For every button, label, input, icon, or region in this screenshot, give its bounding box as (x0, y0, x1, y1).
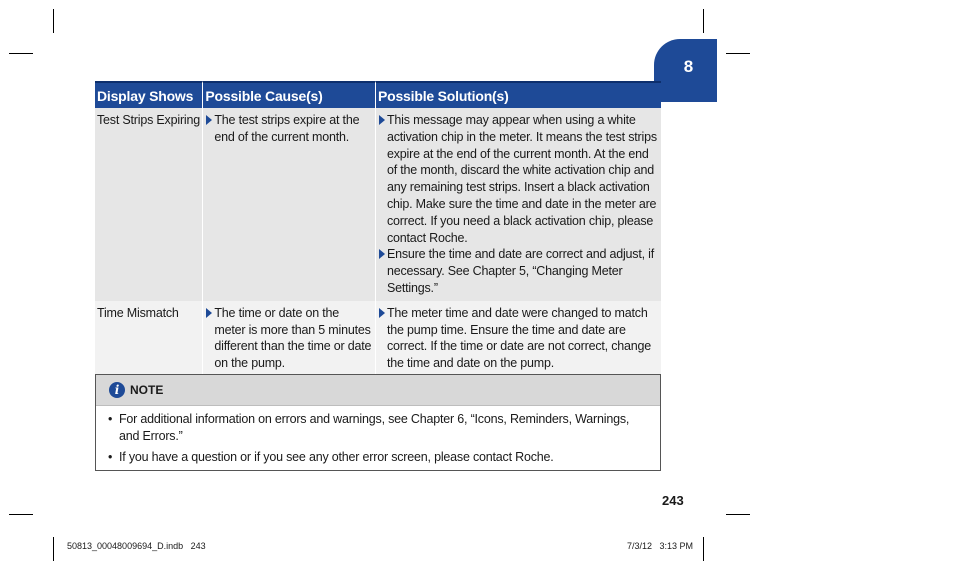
footer-file-info: 50813_00048009694_D.indb 243 (67, 541, 206, 551)
table-row (95, 301, 661, 376)
solution-item: The meter time and date were changed to match the pump time. Ensure the time and date are correct. If the time or date are not correct, change the time and date on the pump. (378, 305, 659, 372)
solution-item: Ensure the time and date are correct and adjust, if necessary. See Chapter 5, “Changing Meter Settings.” (378, 246, 659, 296)
crop-mark (9, 53, 33, 54)
solution-cell (376, 108, 661, 301)
note-item: • If you have a question or if you see any other error screen, please contact Roche. (108, 449, 648, 466)
solution-cell (376, 301, 661, 376)
info-icon: i (109, 382, 125, 398)
crop-mark (53, 9, 54, 33)
cause-item: The time or date on the meter is more than 5 minutes different than the time or date on the pump. (205, 305, 373, 372)
display-cell: Time Mismatch (95, 301, 203, 376)
crop-mark (53, 537, 54, 561)
header-possible-causes: Possible Cause(s) (203, 81, 376, 108)
note-box (95, 374, 661, 471)
table-row (95, 108, 661, 301)
table-header-row (95, 81, 661, 108)
header-possible-solutions: Possible Solution(s) (376, 81, 661, 108)
troubleshooting-table (95, 81, 661, 376)
display-cell: Test Strips Expiring (95, 108, 203, 301)
cause-item: The test strips expire at the end of the current month. (205, 112, 373, 146)
note-item: • For additional information on errors and warnings, see Chapter 6, “Icons, Reminders, Warnings, and Errors.” (108, 411, 648, 445)
note-title: NOTE (130, 383, 164, 397)
header-display-shows: Display Shows (95, 81, 203, 108)
chapter-tab (654, 39, 717, 102)
note-list (96, 406, 660, 465)
cause-cell (203, 108, 376, 301)
page-number: 243 (662, 493, 684, 508)
crop-mark (726, 53, 750, 54)
note-header (96, 375, 660, 406)
chapter-number: 8 (683, 56, 694, 76)
footer-date-info: 7/3/12 3:13 PM (627, 541, 694, 551)
crop-mark (726, 514, 750, 515)
crop-mark (9, 514, 33, 515)
crop-mark (703, 537, 704, 561)
cause-cell (203, 301, 376, 376)
solution-item: This message may appear when using a white activation chip in the meter. It means the test strips expire at the end of the current month. At the end of the month, discard the white activation chip and any remaining test strips. Insert a black activation chip. Make sure the time and date in the meter are correct. If you need a black activation chip, please contact Roche. (378, 112, 659, 246)
crop-mark (703, 9, 704, 33)
